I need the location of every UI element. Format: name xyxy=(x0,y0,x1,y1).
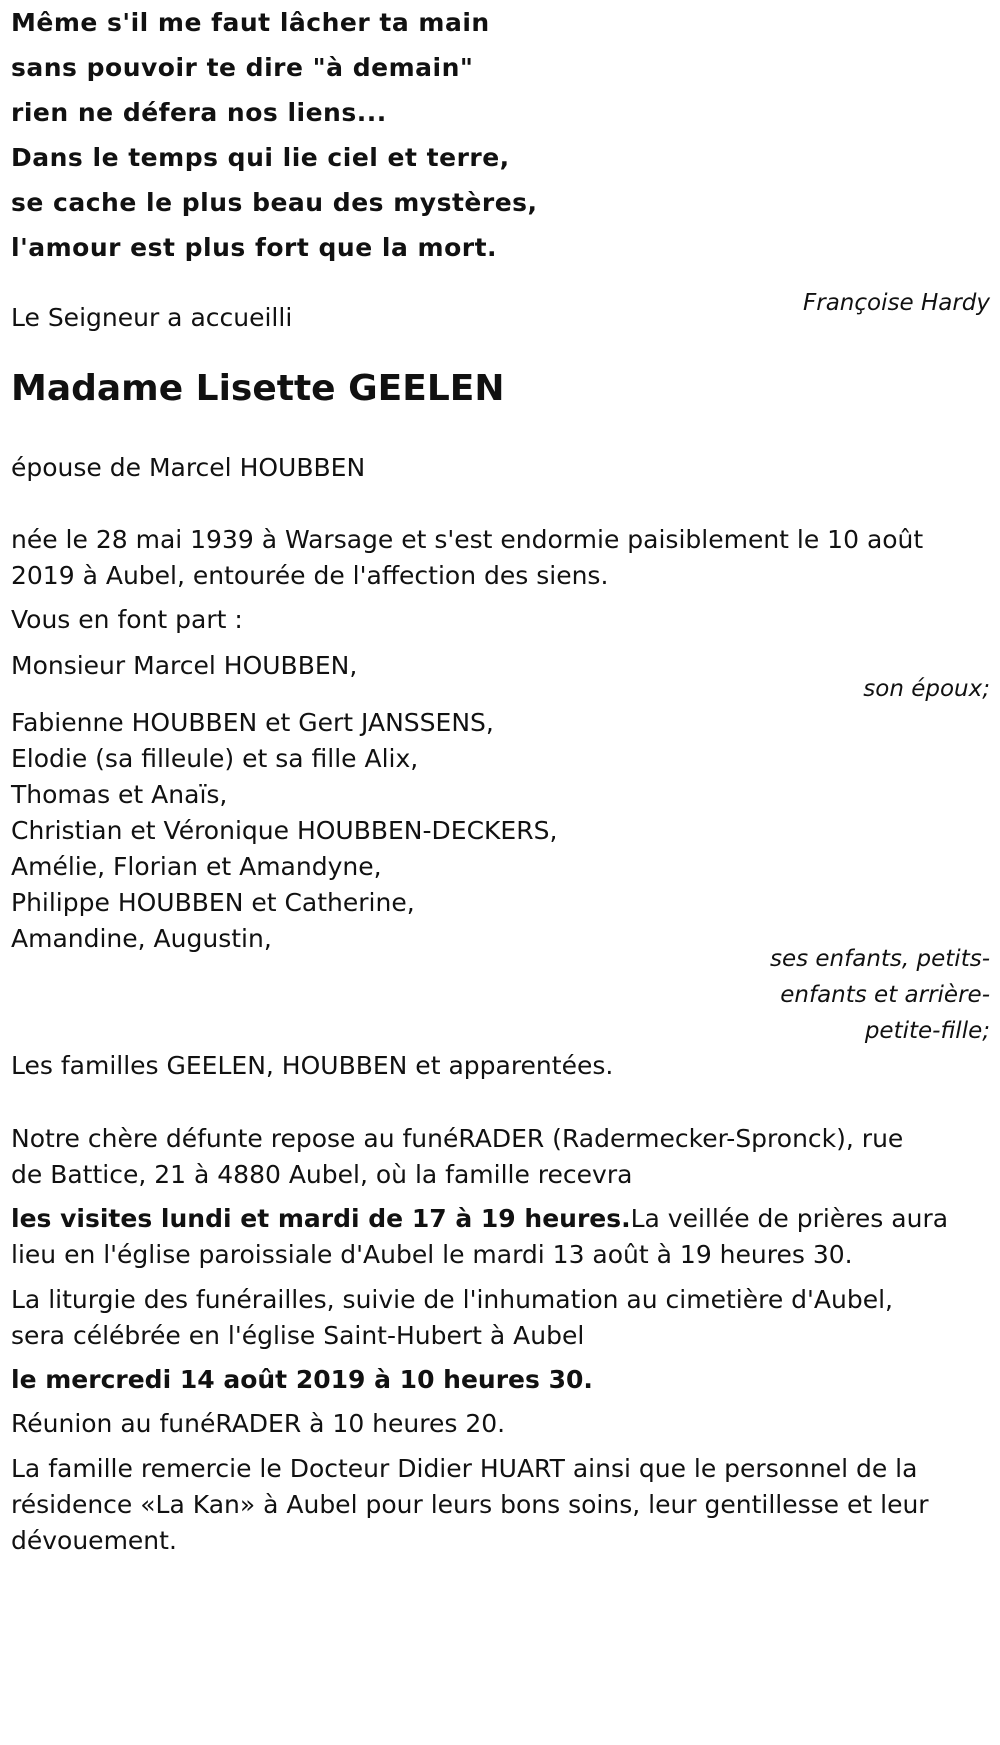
birth-death-line-2: 2019 à Aubel, entourée de l'affection des siens. xyxy=(11,561,609,590)
child-line-1: Fabienne HOUBBEN et Gert JANSSENS, xyxy=(11,708,494,737)
funeral-date: le mercredi 14 août 2019 à 10 heures 30. xyxy=(11,1365,593,1394)
visits-line xyxy=(11,1204,948,1233)
families-line: Les familles GEELEN, HOUBBEN et apparentées. xyxy=(11,1051,614,1080)
deceased-name: Madame Lisette GEELEN xyxy=(11,368,505,409)
vigil-line-2: lieu en l'église paroissiale d'Aubel le mardi 13 août à 19 heures 30. xyxy=(11,1240,853,1269)
poem-line-3: rien ne défera nos liens... xyxy=(11,98,387,127)
poem-line-2: sans pouvoir te dire "à demain" xyxy=(11,53,474,82)
announce-text: Vous en font part : xyxy=(11,605,243,634)
child-line-2: Elodie (sa filleule) et sa fille Alix, xyxy=(11,744,419,773)
spouse-role: son époux; xyxy=(863,676,990,702)
thanks-line-2: résidence «La Kan» à Aubel pour leurs bons soins, leur gentillesse et leur xyxy=(11,1490,929,1519)
visits-bold: les visites lundi et mardi de 17 à 19 heures. xyxy=(11,1204,631,1233)
child-line-4: Christian et Véronique HOUBBEN-DECKERS, xyxy=(11,816,558,845)
child-line-5: Amélie, Florian et Amandyne, xyxy=(11,852,382,881)
poem-line-6: l'amour est plus fort que la mort. xyxy=(11,233,498,262)
child-line-7: Amandine, Augustin, xyxy=(11,924,272,953)
child-line-3: Thomas et Anaïs, xyxy=(11,780,228,809)
poem-author: Françoise Hardy xyxy=(803,290,990,316)
thanks-line-1: La famille remercie le Docteur Didier HUART ainsi que le personnel de la xyxy=(11,1454,918,1483)
thanks-line-3: dévouement. xyxy=(11,1526,177,1555)
children-role-line-3: petite-fille; xyxy=(864,1018,990,1044)
poem-line-4: Dans le temps qui lie ciel et terre, xyxy=(11,143,510,172)
children-role-line-2: enfants et arrière- xyxy=(780,982,990,1008)
poem-line-5: se cache le plus beau des mystères, xyxy=(11,188,538,217)
spouse-name: Monsieur Marcel HOUBBEN, xyxy=(11,651,358,680)
vigil-text: La veillée de prières aura xyxy=(630,1204,949,1233)
intro-text: Le Seigneur a accueilli xyxy=(11,303,293,332)
poem-line-1: Même s'il me faut lâcher ta main xyxy=(11,8,490,37)
liturgy-line-2: sera célébrée en l'église Saint-Hubert à Aubel xyxy=(11,1321,585,1350)
birth-death-line-1: née le 28 mai 1939 à Warsage et s'est endormie paisiblement le 10 août xyxy=(11,525,924,554)
child-line-6: Philippe HOUBBEN et Catherine, xyxy=(11,888,415,917)
spouse-line: épouse de Marcel HOUBBEN xyxy=(11,453,366,482)
liturgy-line-1: La liturgie des funérailles, suivie de l'inhumation au cimetière d'Aubel, xyxy=(11,1285,893,1314)
children-role-line-1: ses enfants, petits- xyxy=(769,946,990,972)
meeting-line: Réunion au funéRADER à 10 heures 20. xyxy=(11,1409,506,1438)
rest-place-line-1: Notre chère défunte repose au funéRADER (Radermecker-Spronck), rue xyxy=(11,1124,904,1153)
rest-place-line-2: de Battice, 21 à 4880 Aubel, où la famille recevra xyxy=(11,1160,633,1189)
